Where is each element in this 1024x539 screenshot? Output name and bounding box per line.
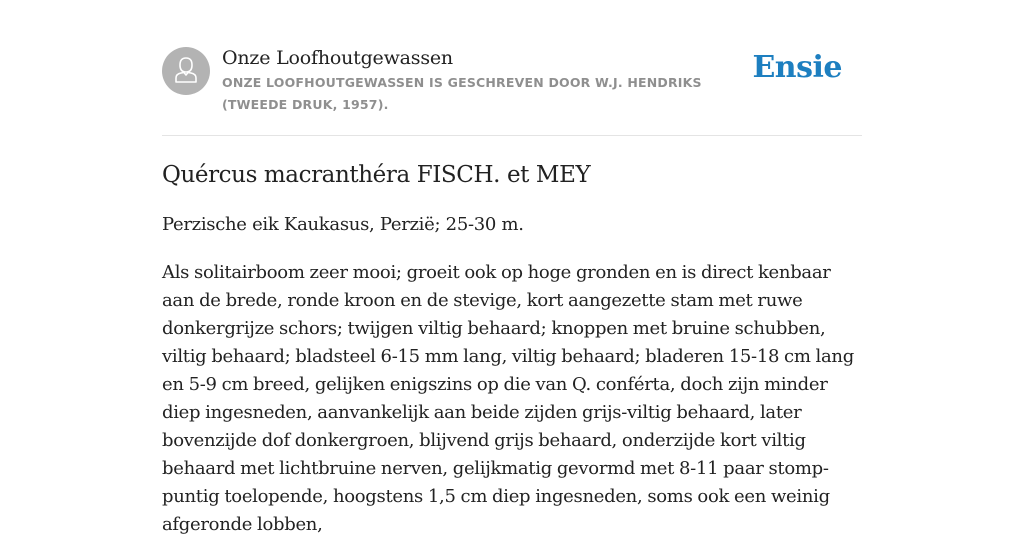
book-description: ONZE LOOFHOUTGEWASSEN IS GESCHREVEN DOOR W.J. HENDRIKS (TWEEDE DRUK, 1957). [222,75,702,112]
book-info [222,44,752,116]
user-avatar-icon[interactable] [162,47,210,95]
header [162,0,862,136]
article-body: Als solitairboom zeer mooi; groeit ook op hoge gronden en is direct kenbaar aan de brede, ronde kroon en de stevige, kort aangezette stam met ruwe donkergrijze schors; twijgen viltig behaard; knoppen met bruine schubben, viltig behaard; bladsteel 6-15 mm lang, viltig behaard; bladeren 15-18 cm lang en 5-9 cm breed, gelijken enigszins op die van Q. conférta, doch zijn minder diep ingesneden, aanvankelijk aan beide zijden grijs-viltig behaard, later bovenzijde dof donkergroen, blijvend grijs behaard, onderzijde kort viltig behaard met lichtbruine nerven, gelijkmatig gevormd met 8-11 paar stomp-puntig toelopende, hoogstens 1,5 cm diep ingesneden, soms ook een weinig afgeronde lobben, [162,262,854,535]
ensie-logo[interactable]: Ensie [752,50,842,85]
page [162,0,862,535]
book-title[interactable]: Onze Loofhoutgewassen [222,47,453,69]
article-title: Quércus macranthéra FISCH. et MEY [162,162,591,188]
article-subtitle: Perzische eik Kaukasus, Perzië; 25-30 m. [162,214,524,235]
